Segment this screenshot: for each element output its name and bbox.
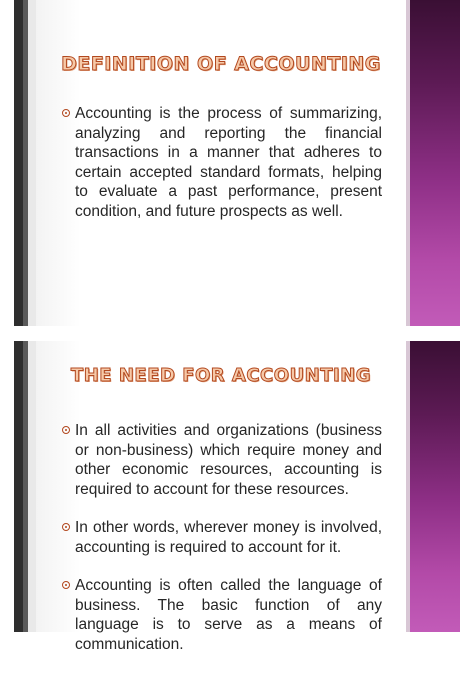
slide-title: DEFINITION OF ACCOUNTING (61, 53, 381, 75)
slide-right-gradient-bar (410, 341, 460, 632)
bullet-list (62, 421, 382, 673)
bullet-item (62, 104, 382, 221)
bullet-item (62, 518, 382, 557)
bullet-text: Accounting is the process of summarizing, analyzing and reporting the financial transactions in a manner that adheres to certain accepted standard formats, helping to evaluate a past performance, present condition, and future prospects as well. (75, 105, 382, 220)
bullet-item (62, 421, 382, 499)
bullet-list (62, 104, 382, 240)
slide-definition-of-accounting (14, 0, 460, 326)
slide-title: THE NEED FOR ACCOUNTING (70, 365, 372, 386)
slide-right-gradient-bar (410, 0, 460, 326)
bullet-text: Accounting is often called the language of business. The basic function of any language is to serve as a means of communication. (75, 577, 382, 653)
circle-dot-bullet-icon (62, 581, 70, 589)
circle-dot-bullet-icon (62, 523, 70, 531)
bullet-text: In other words, wherever money is involved, accounting is required to account for it. (75, 519, 382, 556)
slide-left-bar (14, 0, 28, 326)
bullet-item (62, 576, 382, 654)
bullet-text: In all activities and organizations (business or non-business) which require money and other economic resources, accounting is required to account for these resources. (75, 422, 382, 498)
circle-dot-bullet-icon (62, 426, 70, 434)
slide-left-bar (14, 341, 28, 632)
circle-dot-bullet-icon (62, 109, 70, 117)
slide-need-for-accounting (14, 341, 460, 653)
